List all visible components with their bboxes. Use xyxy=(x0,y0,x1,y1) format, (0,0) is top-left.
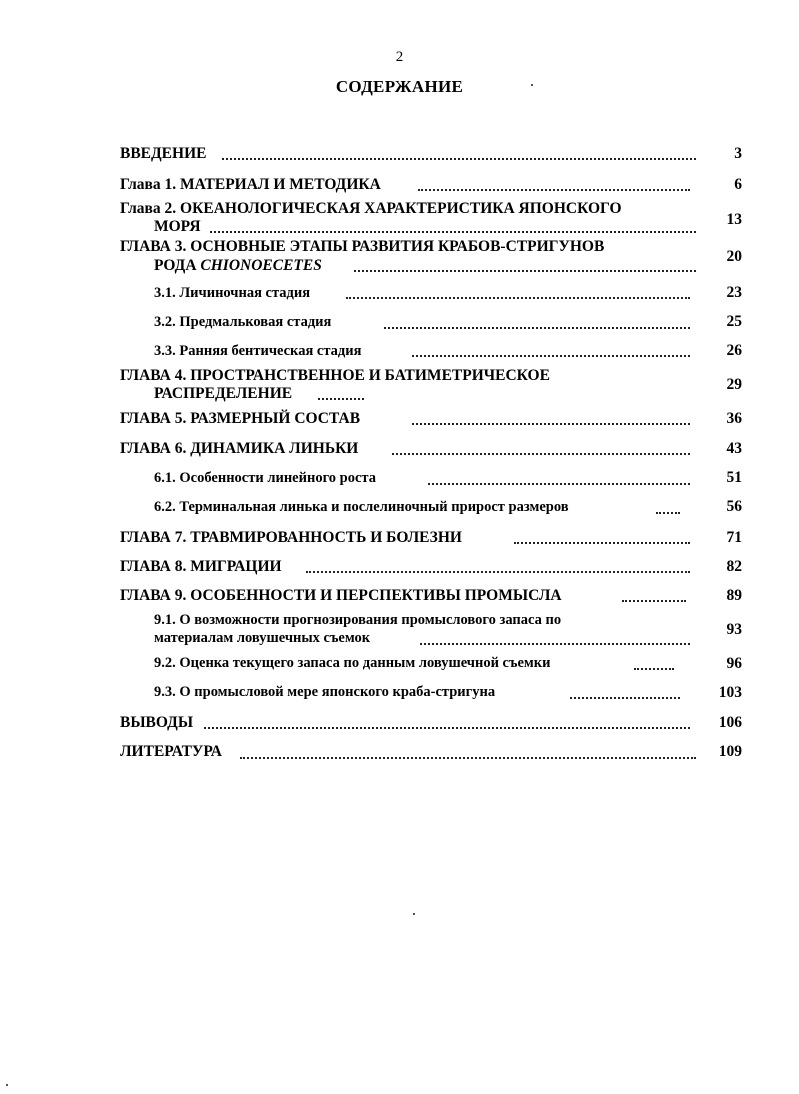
dot-leader xyxy=(634,668,674,670)
toc-entry-page: 71 xyxy=(726,529,742,546)
toc-entry-title: ВЫВОДЫ xyxy=(120,714,194,731)
dot-leader xyxy=(412,423,690,425)
toc-entry-title: 6.2. Терминальная линька и послелиночный прирост размеров xyxy=(154,499,569,515)
toc-entry-page: 103 xyxy=(718,684,742,701)
toc-entry-page: 56 xyxy=(726,498,742,515)
toc-entry-title: 9.1. О возможности прогнозирования промыслового запаса по xyxy=(154,612,562,628)
toc-entry-page: 51 xyxy=(726,469,742,486)
page-number: 2 xyxy=(395,49,404,65)
toc-entry-title-continued: РОДА CHIONOECETES xyxy=(154,257,322,274)
toc-entry-title: Глава 1. МАТЕРИАЛ И МЕТОДИКА xyxy=(120,176,381,193)
dot-leader xyxy=(318,398,364,400)
toc-entry-title: 9.3. О промысловой мере японского краба-стригуна xyxy=(154,684,496,700)
toc-entry-page: 13 xyxy=(726,211,742,228)
toc-entry-title: 3.2. Предмальковая стадия xyxy=(154,314,332,330)
toc-entry-title-continued: материалам ловушечных съемок xyxy=(154,630,371,646)
toc-entry-title: ГЛАВА 6. ДИНАМИКА ЛИНЬКИ xyxy=(120,440,359,457)
toc-entry-title: ГЛАВА 7. ТРАВМИРОВАННОСТЬ И БОЛЕЗНИ xyxy=(120,529,462,546)
toc-entry-title: ГЛАВА 4. ПРОСТРАНСТВЕННОЕ И БАТИМЕТРИЧЕСКОЕ xyxy=(120,367,550,384)
toc-entry-page: 23 xyxy=(726,284,742,301)
page-title: СОДЕРЖАНИЕ xyxy=(335,77,464,96)
toc-entry-title: ГЛАВА 8. МИГРАЦИИ xyxy=(120,558,282,575)
toc-entry-title: ВВЕДЕНИЕ xyxy=(120,145,207,162)
dot-leader xyxy=(392,453,690,455)
scan-speck xyxy=(413,913,415,915)
toc-entry-title: ГЛАВА 9. ОСОБЕННОСТИ И ПЕРСПЕКТИВЫ ПРОМЫСЛА xyxy=(120,587,562,604)
dot-leader xyxy=(240,757,696,759)
toc-entry-page: 20 xyxy=(726,248,742,265)
toc-entry-title-continued: РАСПРЕДЕЛЕНИЕ xyxy=(154,385,293,402)
dot-leader xyxy=(204,727,690,729)
dot-leader xyxy=(354,270,696,272)
dot-leader xyxy=(306,571,690,573)
toc-entry-title: 9.2. Оценка текущего запаса по данным ловушечной съемки xyxy=(154,655,551,671)
toc-entry-page: 6 xyxy=(734,176,742,193)
toc-entry-page: 43 xyxy=(726,440,742,457)
dot-leader xyxy=(384,327,690,329)
toc-entry-page: 3 xyxy=(734,145,742,162)
toc-entry-page: 29 xyxy=(726,376,742,393)
dot-leader xyxy=(570,697,680,699)
toc-entry-page: 26 xyxy=(726,342,742,359)
dot-leader xyxy=(656,512,680,514)
toc-entry-title: 6.1. Особенности линейного роста xyxy=(154,470,376,486)
toc-entry-title: ЛИТЕРАТУРА xyxy=(120,743,222,760)
toc-entry-page: 82 xyxy=(726,558,742,575)
toc-entry-title: ГЛАВА 3. ОСНОВНЫЕ ЭТАПЫ РАЗВИТИЯ КРАБОВ-СТРИГУНОВ xyxy=(120,238,605,255)
dot-leader xyxy=(210,231,696,233)
dot-leader xyxy=(514,542,690,544)
scan-speck xyxy=(531,84,533,86)
toc-entry-page: 93 xyxy=(726,621,742,638)
toc-entry-page: 96 xyxy=(726,655,742,672)
dot-leader xyxy=(222,158,696,160)
toc-entry-title: 3.3. Ранняя бентическая стадия xyxy=(154,343,362,359)
dot-leader xyxy=(622,600,686,602)
dot-leader xyxy=(346,297,690,299)
toc-entry-page: 109 xyxy=(718,743,742,760)
toc-entry-page: 89 xyxy=(726,587,742,604)
toc-entry-page: 106 xyxy=(718,714,742,731)
scan-speck xyxy=(6,1084,8,1086)
toc-entry-title: Глава 2. ОКЕАНОЛОГИЧЕСКАЯ ХАРАКТЕРИСТИКА ЯПОНСКОГО xyxy=(120,200,622,217)
dot-leader xyxy=(418,189,690,191)
toc-entry-title-continued: МОРЯ xyxy=(154,218,201,235)
toc-entry-title: ГЛАВА 5. РАЗМЕРНЫЙ СОСТАВ xyxy=(120,410,361,427)
toc-entry-page: 36 xyxy=(726,410,742,427)
dot-leader xyxy=(420,643,690,645)
dot-leader xyxy=(428,483,690,485)
toc-entry-page: 25 xyxy=(726,313,742,330)
toc-entry-title: 3.1. Личиночная стадия xyxy=(154,285,311,301)
dot-leader xyxy=(412,355,690,357)
